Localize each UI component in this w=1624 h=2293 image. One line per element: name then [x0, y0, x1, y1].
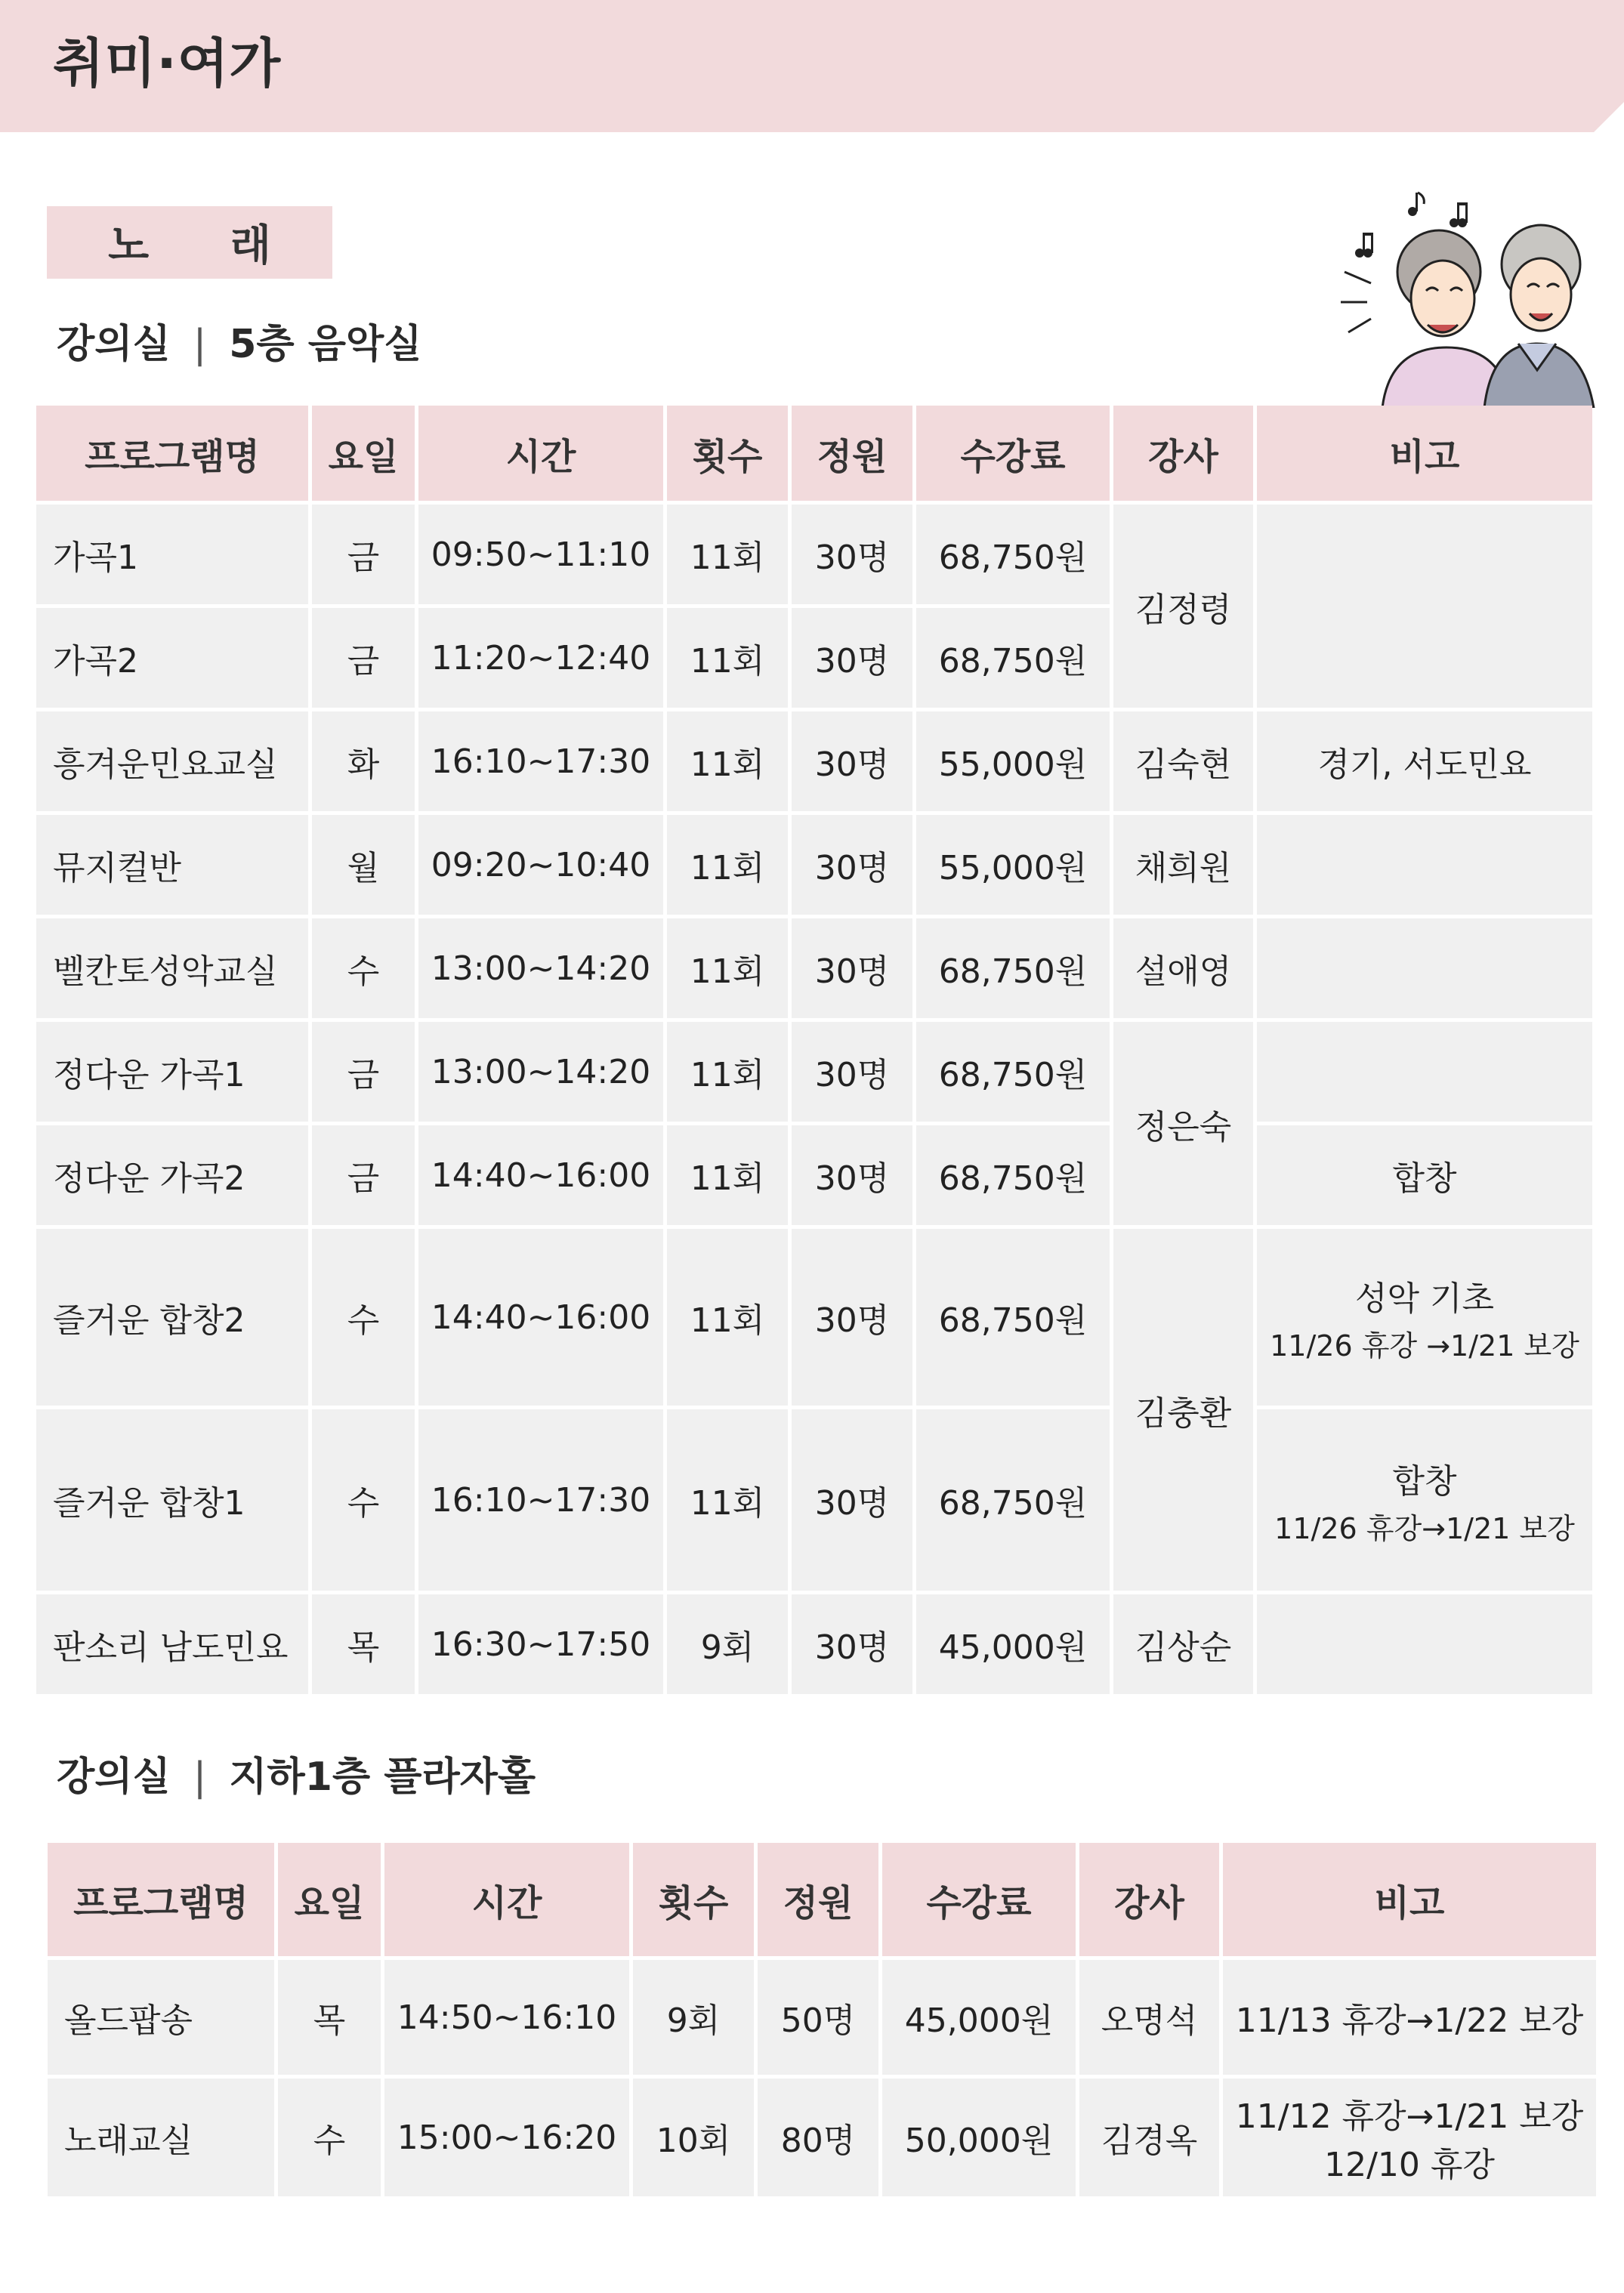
count-cell: 11회	[667, 505, 788, 604]
count-cell: 11회	[667, 608, 788, 708]
capacity-cell: 30명	[792, 1022, 912, 1122]
section-tag	[47, 206, 332, 279]
note-sub: 11/26 휴강→1/21 보강	[1274, 1511, 1575, 1545]
header-time: 시간	[418, 406, 663, 501]
header-time: 시간	[384, 1843, 629, 1956]
program-name: 노래교실	[48, 2079, 274, 2196]
capacity-cell: 30명	[792, 608, 912, 708]
fee-cell: 45,000원	[882, 1960, 1076, 2075]
section-label: 노 래	[108, 221, 304, 270]
header-note: 비고	[1223, 1843, 1596, 1956]
header-note: 비고	[1257, 406, 1592, 501]
day-cell: 금	[312, 608, 415, 708]
table-row	[36, 711, 1592, 811]
header-count: 횟수	[633, 1843, 754, 1956]
table-header-row	[48, 1843, 1596, 1956]
time-cell: 14:50~16:10	[384, 1960, 629, 2075]
capacity-cell: 30명	[792, 1594, 912, 1694]
room-separator: |	[193, 1754, 207, 1800]
header-teacher: 강사	[1079, 1843, 1219, 1956]
room-heading-1	[57, 312, 421, 369]
teacher-cell: 채희원	[1113, 815, 1253, 915]
table-header-row	[36, 406, 1592, 501]
header-capacity: 정원	[792, 406, 912, 501]
header-fee: 수강료	[916, 406, 1110, 501]
count-cell: 9회	[667, 1594, 788, 1694]
room-separator: |	[193, 322, 207, 367]
note-line: 11/12 휴강→1/21 보강	[1235, 2097, 1584, 2136]
fee-cell: 55,000원	[916, 815, 1110, 915]
fee-cell: 68,750원	[916, 1125, 1110, 1225]
capacity-cell: 30명	[792, 711, 912, 811]
capacity-cell: 30명	[792, 815, 912, 915]
day-cell: 월	[312, 815, 415, 915]
program-name: 가곡2	[36, 608, 308, 708]
room-heading-2	[57, 1745, 536, 1801]
day-cell: 목	[278, 1960, 381, 2075]
day-cell: 수	[278, 2079, 381, 2196]
header-day: 요일	[278, 1843, 381, 1956]
page-title: 취미·여가	[53, 32, 282, 94]
count-cell: 11회	[667, 711, 788, 811]
capacity-cell: 30명	[792, 1229, 912, 1406]
time-cell: 16:30~17:50	[418, 1594, 663, 1694]
fee-cell: 68,750원	[916, 1229, 1110, 1406]
count-cell: 11회	[667, 1022, 788, 1122]
teacher-cell: 김상순	[1113, 1594, 1253, 1694]
count-cell: 10회	[633, 2079, 754, 2196]
day-cell: 수	[312, 918, 415, 1018]
program-name: 올드팝송	[48, 1960, 274, 2075]
table-row	[36, 1594, 1592, 1694]
fee-cell: 68,750원	[916, 1022, 1110, 1122]
header-count: 횟수	[667, 406, 788, 501]
schedule-table-5f	[32, 402, 1596, 1698]
header-program: 프로그램명	[36, 406, 308, 501]
teacher-cell: 김경옥	[1079, 2079, 1219, 2196]
program-name: 판소리 남도민요	[36, 1594, 308, 1694]
header-program: 프로그램명	[48, 1843, 274, 1956]
table-row	[36, 1022, 1592, 1122]
fee-cell: 68,750원	[916, 918, 1110, 1018]
note-line: 11/13 휴강→1/22 보강	[1235, 2001, 1584, 2040]
capacity-cell: 30명	[792, 505, 912, 604]
program-name: 흥겨운민요교실	[36, 711, 308, 811]
table-row	[48, 1960, 1596, 2075]
day-cell: 목	[312, 1594, 415, 1694]
time-cell: 16:10~17:30	[418, 711, 663, 811]
day-cell: 금	[312, 1125, 415, 1225]
program-name: 가곡1	[36, 505, 308, 604]
table-row	[36, 1409, 1592, 1591]
program-name: 벨칸토성악교실	[36, 918, 308, 1018]
header-day: 요일	[312, 406, 415, 501]
note-cell	[1223, 2079, 1596, 2196]
fee-cell: 68,750원	[916, 1409, 1110, 1591]
note-cell	[1257, 1022, 1592, 1122]
note-cell	[1223, 1960, 1596, 2075]
teacher-cell: 김정령	[1113, 505, 1253, 708]
note-main: 합창	[1392, 1461, 1457, 1501]
capacity-cell: 30명	[792, 1409, 912, 1591]
room-label: 강의실	[57, 1754, 171, 1800]
count-cell: 9회	[633, 1960, 754, 2075]
fee-cell: 68,750원	[916, 505, 1110, 604]
time-cell: 15:00~16:20	[384, 2079, 629, 2196]
header-capacity: 정원	[758, 1843, 878, 1956]
time-cell: 16:10~17:30	[418, 1409, 663, 1591]
time-cell: 13:00~14:20	[418, 918, 663, 1018]
note-cell	[1257, 1594, 1592, 1694]
day-cell: 금	[312, 1022, 415, 1122]
day-cell: 수	[312, 1409, 415, 1591]
day-cell: 금	[312, 505, 415, 604]
time-cell: 14:40~16:00	[418, 1229, 663, 1406]
note-cell	[1257, 505, 1592, 708]
header-fee: 수강료	[882, 1843, 1076, 1956]
count-cell: 11회	[667, 1409, 788, 1591]
count-cell: 11회	[667, 1125, 788, 1225]
note-cell	[1257, 1409, 1592, 1591]
capacity-cell: 30명	[792, 918, 912, 1018]
count-cell: 11회	[667, 1229, 788, 1406]
program-name: 즐거운 합창2	[36, 1229, 308, 1406]
program-name: 즐거운 합창1	[36, 1409, 308, 1591]
note-sub: 11/26 휴강 →1/21 보강	[1270, 1329, 1579, 1363]
program-name: 정다운 가곡2	[36, 1125, 308, 1225]
room-location: 지하1층 플라자홀	[229, 1754, 536, 1800]
capacity-cell: 50명	[758, 1960, 878, 2075]
note-cell: 경기, 서도민요	[1257, 711, 1592, 811]
table-row	[36, 1229, 1592, 1406]
teacher-cell: 설애영	[1113, 918, 1253, 1018]
program-name: 뮤지컬반	[36, 815, 308, 915]
teacher-cell: 김숙현	[1113, 711, 1253, 811]
table-row	[36, 918, 1592, 1018]
teacher-cell: 오명석	[1079, 1960, 1219, 2075]
note-cell: 합창	[1257, 1125, 1592, 1225]
note-main: 성악 기초	[1354, 1279, 1494, 1318]
count-cell: 11회	[667, 815, 788, 915]
note-line: 12/10 휴강	[1324, 2146, 1495, 2184]
table-row	[48, 2079, 1596, 2196]
time-cell: 09:50~11:10	[418, 505, 663, 604]
teacher-cell: 정은숙	[1113, 1022, 1253, 1225]
note-cell	[1257, 1229, 1592, 1406]
fee-cell: 68,750원	[916, 608, 1110, 708]
day-cell: 수	[312, 1229, 415, 1406]
schedule-table-b1	[44, 1839, 1600, 2200]
room-label: 강의실	[57, 322, 171, 367]
note-cell	[1257, 815, 1592, 915]
time-cell: 11:20~12:40	[418, 608, 663, 708]
table-row	[36, 815, 1592, 915]
teacher-cell: 김충환	[1113, 1229, 1253, 1591]
capacity-cell: 80명	[758, 2079, 878, 2196]
count-cell: 11회	[667, 918, 788, 1018]
singing-seniors-illustration	[1329, 181, 1601, 408]
time-cell: 09:20~10:40	[418, 815, 663, 915]
fee-cell: 55,000원	[916, 711, 1110, 811]
table-row	[36, 1125, 1592, 1225]
table-row	[36, 505, 1592, 604]
day-cell: 화	[312, 711, 415, 811]
fee-cell: 50,000원	[882, 2079, 1076, 2196]
capacity-cell: 30명	[792, 1125, 912, 1225]
time-cell: 13:00~14:20	[418, 1022, 663, 1122]
header-teacher: 강사	[1113, 406, 1253, 501]
time-cell: 14:40~16:00	[418, 1125, 663, 1225]
room-location: 5층 음악실	[229, 322, 422, 367]
program-name: 정다운 가곡1	[36, 1022, 308, 1122]
fee-cell: 45,000원	[916, 1594, 1110, 1694]
note-cell	[1257, 918, 1592, 1018]
